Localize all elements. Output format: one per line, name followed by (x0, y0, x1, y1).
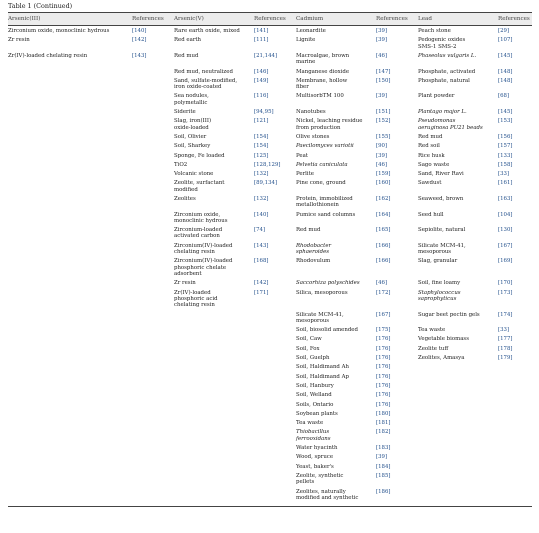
cell-arsenic-v-ref: [128,129] (254, 161, 281, 168)
cell-cadmium: Peat (296, 152, 308, 159)
cell-arsenic-v: Sand, sulfate-modified, iron oxide-coated (174, 77, 238, 91)
cell-arsenic-v-ref: [154] (254, 143, 269, 150)
cell-cadmium-ref: [184] (376, 463, 391, 470)
cell-arsenic-v-ref: [94,95] (254, 109, 274, 115)
cell-lead: Plant powder (418, 93, 455, 100)
cell-arsenic-v-ref: [154] (254, 133, 269, 140)
cell-arsenic-v-ref: [140] (254, 211, 269, 218)
cell-lead-ref: [158] (498, 161, 513, 168)
cell-arsenic-v: Soil, Olivier (174, 133, 207, 140)
cell-cadmium: Pine cone, ground (296, 180, 346, 187)
cell-cadmium-ref: [176] (376, 382, 391, 389)
cell-lead: Silicate MCM-41, mesoporous (418, 242, 466, 256)
cell-arsenic-v-ref: [121] (254, 118, 269, 125)
cell-arsenic-v: Soil, Sharkey (174, 143, 211, 150)
cell-lead: Slag, granular (418, 258, 458, 265)
cell-cadmium-ref: [166] (376, 242, 391, 249)
cell-lead: Vegetable biomass (418, 336, 469, 343)
cell-arsenic-v-ref: [125] (254, 152, 269, 159)
cell-cadmium-ref: [176] (376, 401, 391, 408)
cell-arsenic-v: Zirconium oxide, monoclinic hydrous (174, 211, 228, 224)
cell-cadmium: Tea waste (296, 420, 324, 427)
cell-arsenic-iii: Zirconium oxide, monoclinic hydrous (8, 28, 110, 34)
cell-lead-ref: [68] (498, 93, 510, 100)
cell-lead-ref: [104] (498, 211, 513, 218)
cell-cadmium: Macroalgae, brown marine (296, 52, 350, 66)
cell-cadmium: Zeolites, naturally modified and synthetic (296, 488, 359, 501)
cell-cadmium: Paecilomyces variotii (296, 143, 354, 150)
cell-cadmium: Soil, Haldimand Ap (296, 373, 349, 380)
cell-cadmium: Pumice sand columns (296, 211, 356, 218)
cell-cadmium: Manganese dioxide (296, 68, 350, 75)
cell-lead-ref: [157] (498, 143, 513, 150)
cell-cadmium-ref: [186] (376, 488, 391, 495)
cell-lead-ref: [145] (498, 52, 513, 59)
cell-arsenic-v-ref: [168] (254, 258, 269, 265)
cell-cadmium: Soil, Welland (296, 392, 332, 399)
cell-arsenic-v: Red mud (174, 52, 199, 59)
cell-cadmium-ref: [176] (376, 345, 391, 352)
cell-cadmium-ref: [39] (376, 28, 388, 34)
cell-lead-ref: [167] (498, 242, 513, 249)
cell-arsenic-v-ref: [143] (254, 242, 269, 249)
cell-cadmium: MultisorbTM 100 (296, 93, 344, 100)
bottom-rule (8, 506, 532, 507)
cell-cadmium-ref: [181] (376, 420, 391, 427)
cell-arsenic-v-ref: [149] (254, 77, 269, 84)
cell-cadmium-ref: [172] (376, 289, 391, 296)
cell-cadmium-ref: [176] (376, 355, 391, 361)
cell-arsenic-iii-ref: [142] (132, 37, 147, 44)
cell-cadmium-ref: [160] (376, 180, 391, 187)
cell-lead-ref: [174] (498, 311, 513, 318)
cell-arsenic-v: Sea nodules, polymetallic (174, 93, 209, 106)
cell-cadmium-ref: [176] (376, 364, 391, 371)
cell-cadmium-ref: [147] (376, 68, 391, 75)
cell-cadmium-ref: [176] (376, 373, 391, 380)
cell-cadmium: Saccorhiza polyschides (296, 280, 360, 287)
cell-lead: Phosphate, natural (418, 77, 470, 84)
cell-cadmium-ref: [39] (376, 37, 388, 44)
cell-cadmium-ref: [90] (376, 143, 388, 150)
cell-lead-ref: [153] (498, 118, 513, 125)
cell-lead-ref: [169] (498, 258, 513, 265)
table-header (8, 13, 532, 25)
cell-lead-ref: [107] (498, 37, 513, 44)
cell-cadmium-ref: [180] (376, 410, 391, 417)
cell-lead-ref: [177] (498, 336, 513, 343)
cell-lead: Soil, fine loamy (418, 280, 461, 287)
cell-arsenic-v-ref: [146] (254, 68, 269, 75)
table-caption: Table 1 (Continued) (8, 2, 73, 10)
cell-arsenic-v: Zirconium(IV)-loaded phosphoric chelate adsorbent (174, 258, 233, 277)
cell-lead: Phaseolus vulgaris L. (418, 52, 477, 59)
cell-cadmium-ref: [150] (376, 77, 391, 84)
cell-lead: Sugar beet pectin gels (418, 311, 480, 318)
cell-cadmium: Membrane, hollow fiber (296, 77, 348, 91)
cell-cadmium-ref: [182] (376, 429, 391, 436)
cell-lead: Sawdust (418, 180, 442, 187)
cell-arsenic-v: Zr(IV)-loaded phosphoric acid chelating resin (174, 289, 218, 309)
cell-cadmium: Soil, Haldimand Ah (296, 364, 349, 371)
cell-cadmium-ref: [183] (376, 445, 391, 451)
cell-lead-ref: [130] (498, 227, 513, 234)
cell-cadmium-ref: [165] (376, 227, 391, 234)
cell-lead-ref: [161] (498, 180, 513, 187)
cell-lead: Pedogenic oxides SMS-1 SMS-2 (418, 37, 466, 50)
cell-cadmium: Rhodobacter sphaeroides (296, 242, 332, 256)
cell-arsenic-v-ref: [111] (254, 37, 269, 44)
cell-arsenic-v: Sponge, Fe loaded (174, 152, 225, 159)
cell-arsenic-v-ref: [116] (254, 93, 269, 100)
cell-arsenic-v-ref: [171] (254, 289, 269, 296)
cell-arsenic-iii: Zr(IV)-loaded chelating resin (8, 52, 88, 59)
cell-cadmium: Nanotubes (296, 109, 326, 115)
cell-arsenic-v: Volcanic stone (174, 171, 214, 178)
cell-cadmium-ref: [46] (376, 280, 388, 287)
cell-lead: Seaweed, brown (418, 196, 464, 202)
cell-cadmium: Soil, Caw (296, 336, 322, 343)
header-references: References (254, 16, 286, 22)
cell-lead: Rice husk (418, 152, 445, 159)
cell-cadmium: Soil, Fox (296, 345, 320, 352)
cell-cadmium: Lignite (296, 37, 316, 44)
cell-cadmium: Soil, biosolid amended (296, 327, 358, 334)
cell-cadmium-ref: [39] (376, 152, 388, 159)
cell-cadmium: Soils, Ontario (296, 401, 334, 408)
cell-lead: Zeolite tuff (418, 345, 449, 352)
cell-lead-ref: [179] (498, 355, 513, 361)
cell-cadmium-ref: [162] (376, 196, 391, 202)
cell-arsenic-v: Red earth (174, 37, 202, 44)
cell-arsenic-v-ref: [142] (254, 280, 269, 287)
cell-arsenic-v-ref: [132] (254, 171, 269, 178)
cell-cadmium: Soil, Guelph (296, 355, 330, 361)
cell-cadmium-ref: [46] (376, 161, 388, 168)
cell-cadmium: Silicate MCM-41, mesoporous (296, 311, 344, 324)
cell-cadmium: Water hyacinth (296, 445, 338, 451)
cell-lead-ref: [33] (498, 171, 510, 178)
cell-cadmium-ref: [176] (376, 336, 391, 343)
cell-lead-ref: [29] (498, 28, 510, 34)
adsorbent-table (8, 12, 532, 507)
cell-lead: Zeolites, Amasya (418, 355, 465, 361)
cell-arsenic-v: Zirconium(IV)-loaded chelating resin (174, 242, 233, 256)
cell-arsenic-v-ref: [141] (254, 28, 269, 34)
header-cadmium: Cadmium (296, 16, 324, 22)
cell-cadmium-ref: [39] (376, 93, 388, 100)
cell-lead: Tea waste (418, 327, 446, 334)
cell-cadmium-ref: [151] (376, 109, 391, 115)
cell-cadmium: Soil, Hanbury (296, 382, 334, 389)
cell-arsenic-v: Siderite (174, 109, 196, 115)
header-arsenic-iii: Arsenic(III) (8, 16, 41, 22)
cell-arsenic-iii: Zr resin (8, 37, 30, 44)
header-arsenic-v: Arsenic(V) (174, 16, 204, 22)
cell-lead: Peach stone (418, 28, 451, 34)
cell-cadmium: Wood, spruce (296, 454, 334, 461)
cell-lead: Sand, River Ravi (418, 171, 464, 178)
cell-cadmium: Red mud (296, 227, 321, 234)
cell-cadmium-ref: [176] (376, 392, 391, 399)
cell-cadmium-ref: [39] (376, 454, 388, 461)
cell-lead-ref: [133] (498, 152, 513, 159)
cell-arsenic-v-ref: [132] (254, 196, 269, 202)
cell-cadmium: Yeast, baker's (296, 463, 334, 470)
cell-cadmium: Soybean plants (296, 410, 338, 417)
header-references: References (498, 16, 530, 22)
cell-arsenic-v: Zirconium-loaded activated carbon (174, 227, 223, 240)
cell-cadmium: Nickel, leaching residue from production (296, 118, 363, 131)
cell-lead-ref: [33] (498, 327, 510, 334)
cell-cadmium: Rhodovulum (296, 258, 331, 265)
cell-lead-ref: [163] (498, 196, 513, 202)
table-body (8, 26, 532, 506)
cell-cadmium-ref: [155] (376, 133, 391, 140)
cell-lead-ref: [170] (498, 280, 513, 287)
cell-arsenic-v: Rare earth oxide, mixed (174, 28, 240, 34)
cell-cadmium-ref: [152] (376, 118, 391, 125)
cell-arsenic-iii-ref: [140] (132, 28, 147, 34)
cell-arsenic-v-ref: [89,134] (254, 180, 278, 187)
cell-cadmium-ref: [166] (376, 258, 391, 265)
cell-cadmium-ref: [46] (376, 52, 388, 59)
cell-arsenic-v: TiO2 (174, 161, 188, 168)
header-references: References (376, 16, 408, 22)
header-lead: Lead (418, 16, 432, 22)
cell-lead-ref: [178] (498, 345, 513, 352)
cell-cadmium-ref: [175] (376, 327, 391, 334)
cell-lead: Pseudomonas aeruginosa PU21 beads (418, 118, 483, 131)
cell-lead: Sepiolite, natural (418, 227, 466, 234)
cell-lead: Plantago major L. (418, 109, 467, 115)
cell-lead: Red mud (418, 133, 443, 140)
cell-lead: Seed hull (418, 211, 444, 218)
cell-arsenic-v: Zeolites (174, 196, 196, 202)
cell-arsenic-v: Zeolite, surfactant modified (174, 180, 225, 193)
cell-cadmium: Pelvetia caniculata (296, 161, 348, 168)
cell-arsenic-v: Zr resin (174, 280, 196, 287)
cell-lead-ref: [145] (498, 109, 513, 115)
cell-arsenic-v-ref: [74] (254, 227, 266, 234)
cell-lead: Staphylococcus saprophyticus (418, 289, 461, 302)
cell-cadmium: Thiobacillus ferrooxidans (296, 429, 331, 442)
cell-lead: Phosphate, activated (418, 68, 476, 75)
cell-cadmium-ref: [185] (376, 472, 391, 479)
cell-cadmium: Olive stones (296, 133, 330, 140)
cell-cadmium: Zeolite, synthetic pellets (296, 472, 344, 486)
cell-cadmium: Leonardite (296, 28, 326, 34)
cell-arsenic-v-ref: [21,144] (254, 52, 278, 59)
cell-cadmium: Protein, immobilized metallothionein (296, 196, 353, 209)
cell-cadmium: Silica, mesoporous (296, 289, 348, 296)
cell-cadmium: Perlite (296, 171, 314, 178)
cell-lead-ref: [173] (498, 289, 513, 296)
cell-cadmium-ref: [159] (376, 171, 391, 178)
cell-arsenic-v: Slag, iron(III) oxide-loaded (174, 118, 212, 131)
cell-lead-ref: [148] (498, 77, 513, 84)
cell-arsenic-v: Red mud, neutralized (174, 68, 233, 75)
cell-cadmium-ref: [167] (376, 311, 391, 318)
cell-lead-ref: [156] (498, 133, 513, 140)
header-references: References (132, 16, 164, 22)
cell-cadmium-ref: [164] (376, 211, 391, 218)
cell-lead: Red soil (418, 143, 440, 150)
cell-arsenic-iii-ref: [143] (132, 52, 147, 59)
cell-lead: Sago waste (418, 161, 450, 168)
cell-lead-ref: [148] (498, 68, 513, 75)
